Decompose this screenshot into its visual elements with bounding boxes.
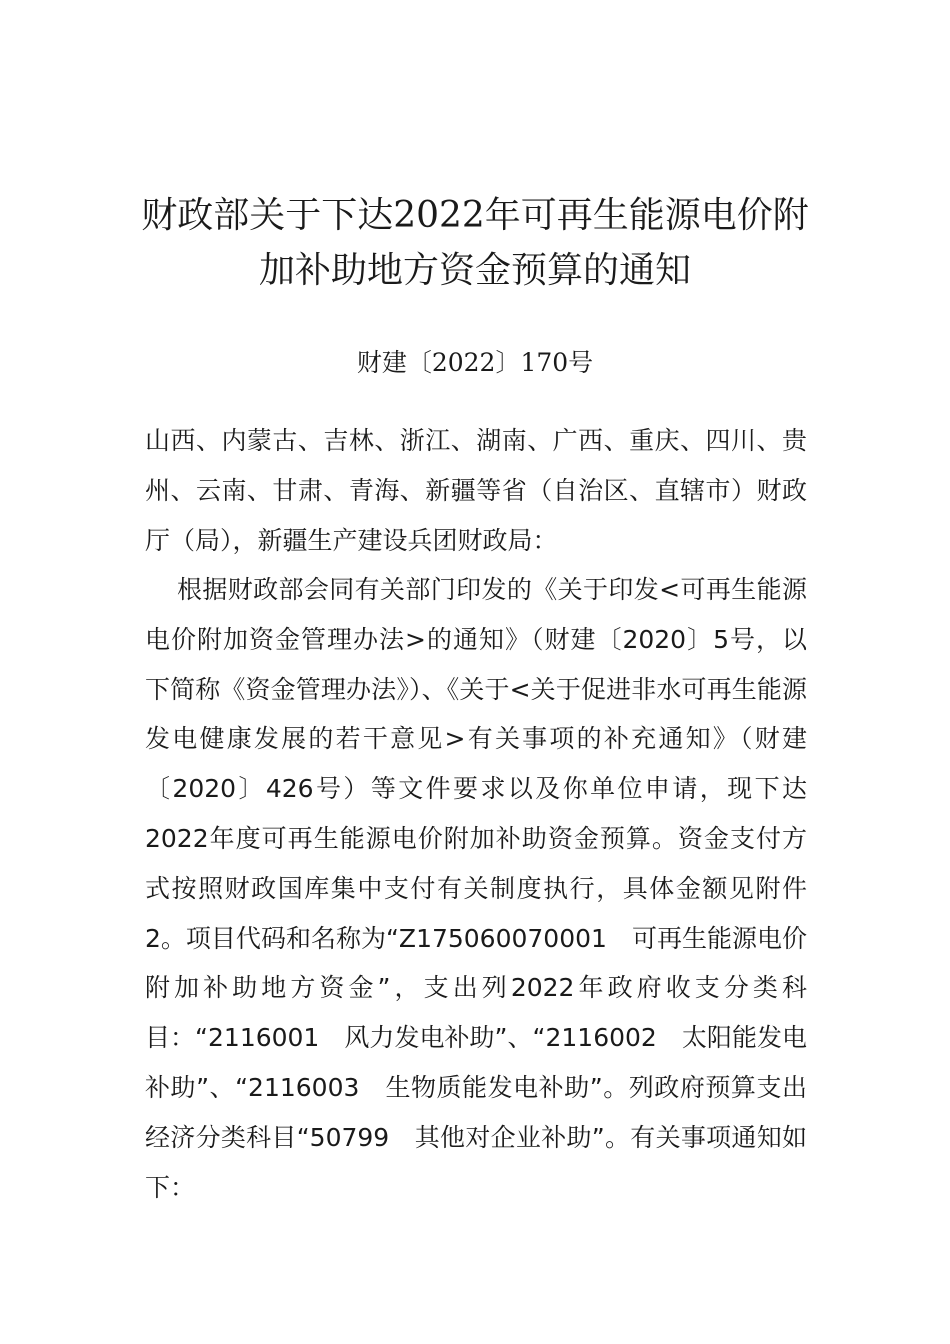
document-title [120, 188, 830, 298]
body-paragraph: 根据财政部会同有关部门印发的《关于印发<可再生能源电价附加资金管理办法>的通知》（财建〔2020〕5号，以下简称《资金管理办法》）、《关于<关于促进非水可再生能源发电健康发展的若干意见>有关事项的补充通知》（财建〔2020〕426号）等文件要求以及你单位申请，现下达2022年度可再生能源电价附加补助资金预算。资金支付方式按照财政国库集中支付有关制度执行，具体金额见附件2。项目代码和名称为“Z175060070001 可再生能源电价附加补助地方资金”，支出列2022年政府收支分类科目：“2116001 风力发电补助”、“2116002 太阳能发电补助”、“2116003 生物质能发电补助”。列政府预算支出经济分类科目“50799 其他对企业补助”。有关事项通知如下： [145, 575, 807, 1202]
title-line-1: 财政部关于下达2022年可再生能源电价附 [141, 195, 809, 236]
title-line-2: 加补助地方资金预算的通知 [258, 250, 691, 291]
document-number: 财建〔2022〕170号 [356, 348, 594, 377]
addressee-paragraph: 山西、内蒙古、吉林、浙江、湖南、广西、重庆、四川、贵州、云南、甘肃、青海、新疆等省（自治区、直辖市）财政厅（局），新疆生产建设兵团财政局： [145, 426, 807, 555]
